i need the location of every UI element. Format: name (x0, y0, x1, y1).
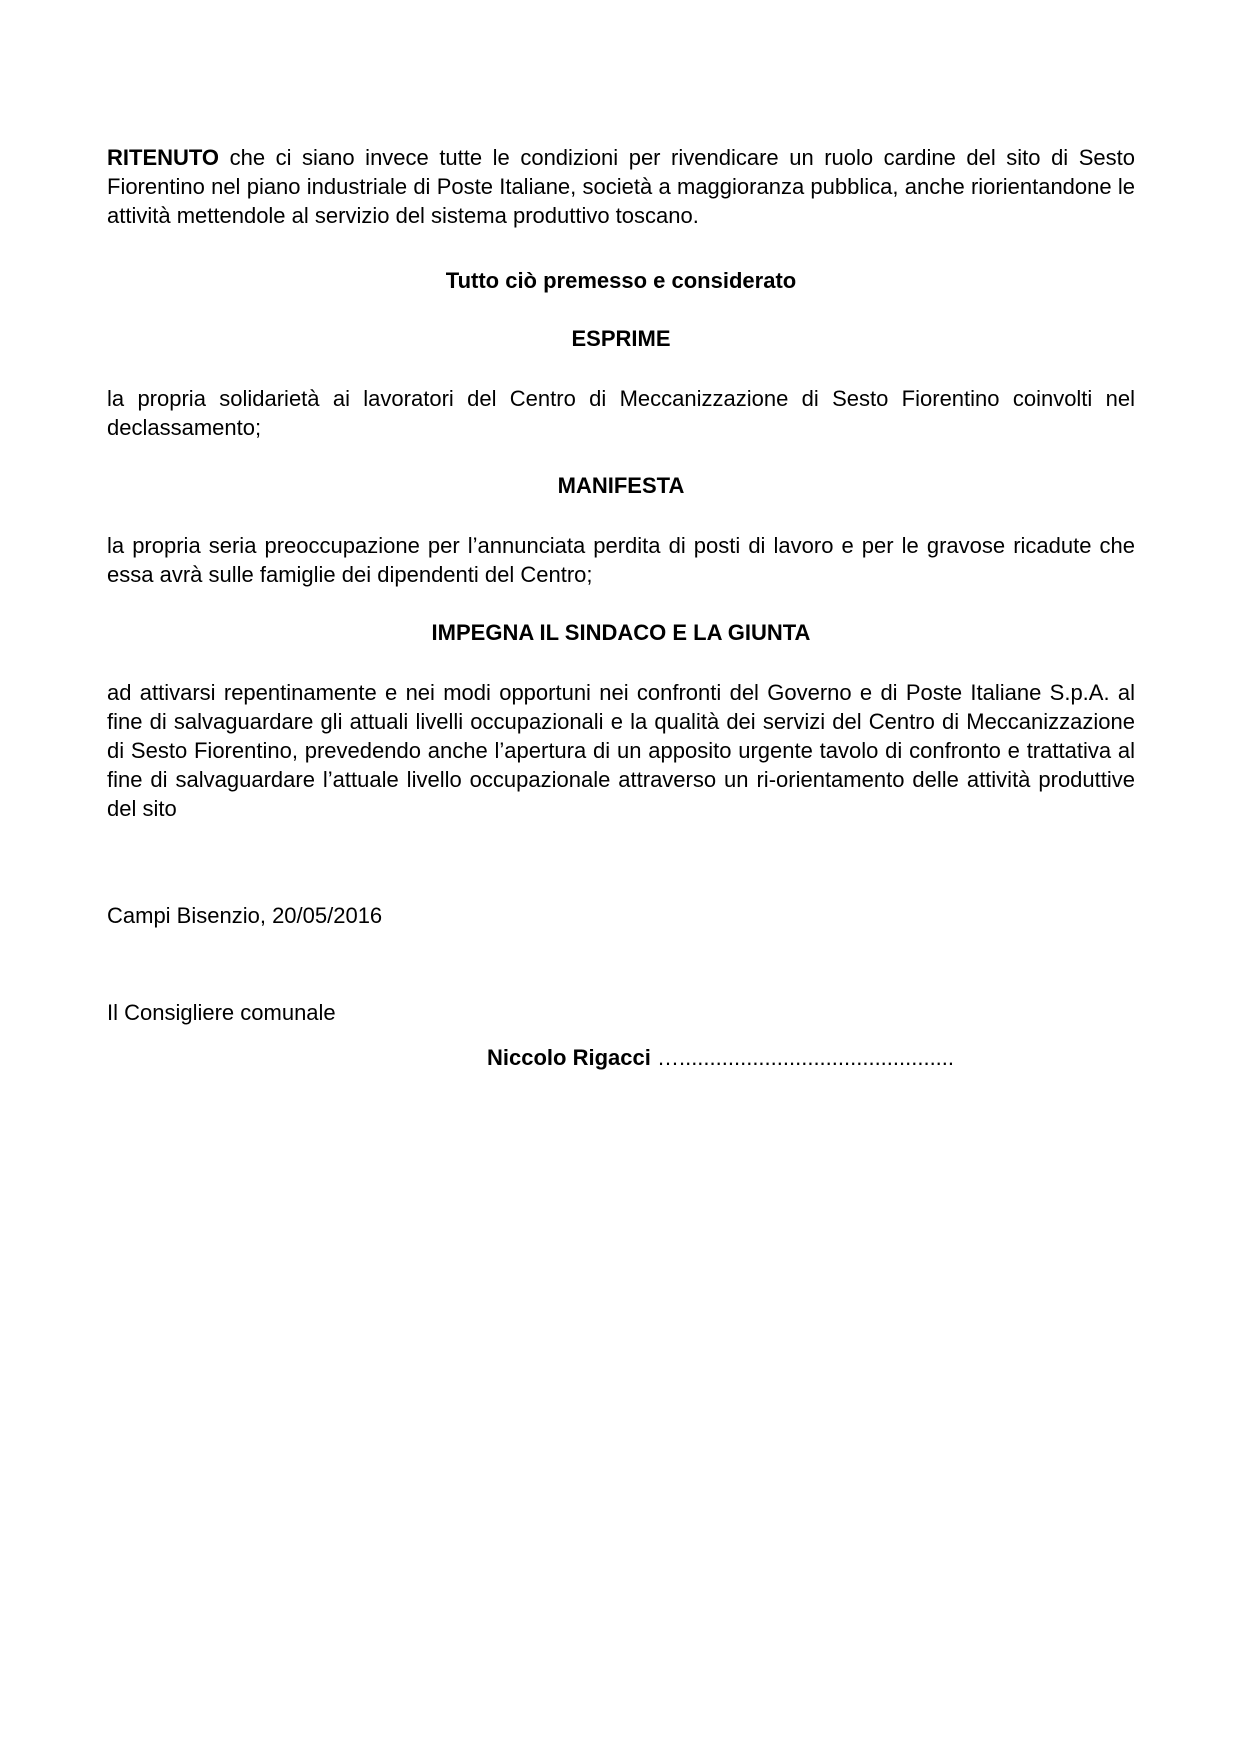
signature-dots: …............................................. (656, 1045, 955, 1070)
paragraph-preoccupazione: la propria seria preoccupazione per l’annunciata perdita di posti di lavoro e per le gravose ricadute che essa avrà sulle famiglie dei dipendenti del Centro; (107, 533, 1135, 587)
signature-role: Il Consigliere comunale (107, 1000, 336, 1025)
dateline: Campi Bisenzio, 20/05/2016 (107, 903, 383, 928)
paragraph-solidarieta: la propria solidarietà ai lavoratori del Centro di Meccanizzazione di Sesto Fiorentino coinvolti nel declassamento; (107, 386, 1135, 440)
heading-esprime: ESPRIME (571, 326, 671, 351)
signature-name: Niccolo Rigacci (487, 1045, 651, 1070)
signature-line (487, 1043, 1135, 1072)
heading-premesso-e-considerato: Tutto ciò premesso e considerato (445, 268, 797, 293)
heading-manifesta: MANIFESTA (557, 473, 685, 498)
heading-impegna-sindaco-giunta: IMPEGNA IL SINDACO E LA GIUNTA (431, 620, 811, 645)
paragraph-ritenuto-rest: che ci siano invece tutte le condizioni per rivendicare un ruolo cardine del sito di Sesto Fiorentino nel piano industriale di Poste Italiane, società a maggioranza pubblica, anche riorientandone le attività mettendole al servizio del sistema produttivo toscano. (107, 145, 1135, 228)
paragraph-impegno: ad attivarsi repentinamente e nei modi opportuni nei confronti del Governo e di Poste Italiane S.p.A. al fine di salvaguardare gli attuali livelli occupazionali e la qualità dei servizi del Centro di Meccanizzazione di Sesto Fiorentino, prevedendo anche l’apertura di un apposito urgente tavolo di confronto e trattativa al fine di salvaguardare l’attuale livello occupazionale attraverso un ri-orientamento delle attività produttive del sito (107, 680, 1135, 821)
paragraph-ritenuto (107, 143, 1135, 230)
paragraph-ritenuto-lead: RITENUTO (107, 145, 220, 170)
